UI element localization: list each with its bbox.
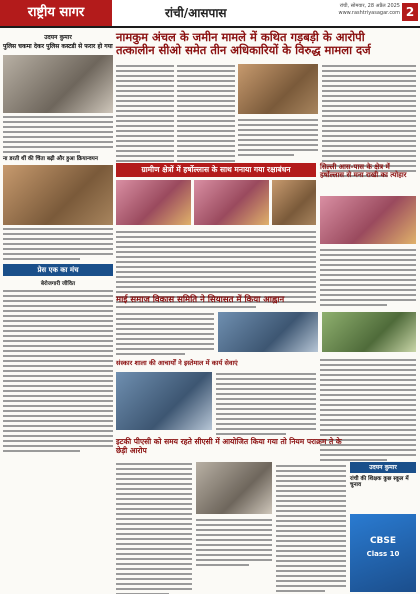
text-line — [322, 85, 416, 87]
text-line — [3, 360, 113, 362]
text-line — [276, 580, 346, 582]
text-line — [116, 578, 192, 580]
text-line — [216, 403, 316, 405]
text-line — [116, 463, 192, 465]
text-line — [177, 90, 235, 92]
text-line — [116, 65, 174, 67]
text-line — [116, 241, 316, 243]
section-title: रांची/आसपास — [165, 6, 227, 20]
text-line — [116, 291, 316, 293]
text-line — [216, 373, 316, 375]
lower-kicker: उदयन कुमार — [350, 462, 416, 473]
lead-text-col3 — [238, 116, 318, 159]
text-line — [216, 398, 316, 400]
text-line — [276, 505, 346, 507]
text-line — [116, 75, 174, 77]
text-line — [3, 445, 113, 447]
left-text-block1 — [3, 116, 113, 153]
text-line — [320, 414, 416, 416]
cbse-line2: Class 10 — [366, 550, 400, 558]
text-line — [116, 286, 316, 288]
page-number: 2 — [402, 3, 418, 21]
text-line — [116, 150, 174, 152]
text-line — [3, 305, 113, 307]
text-line — [177, 125, 235, 127]
text-line — [116, 518, 192, 520]
society-photo — [218, 312, 318, 352]
text-line — [3, 300, 113, 302]
text-line — [3, 340, 113, 342]
text-line — [177, 80, 235, 82]
text-line — [116, 313, 214, 315]
text-line — [276, 500, 346, 502]
text-line — [238, 149, 318, 151]
left-photo2 — [3, 165, 113, 225]
text-line — [276, 485, 346, 487]
text-line — [322, 115, 416, 117]
text-line — [322, 125, 416, 127]
text-line — [320, 394, 416, 396]
text-line — [177, 100, 235, 102]
lead-photo — [238, 64, 318, 114]
text-line — [116, 231, 316, 233]
text-line — [216, 433, 286, 435]
text-line — [116, 160, 174, 162]
text-line — [116, 306, 256, 308]
text-line — [177, 130, 235, 132]
text-line — [116, 483, 192, 485]
text-line — [3, 405, 113, 407]
text-line — [116, 528, 192, 530]
text-line — [3, 126, 113, 128]
text-line — [116, 478, 192, 480]
masthead — [0, 0, 420, 28]
text-line — [116, 120, 174, 122]
left-kicker: उदयन कुमार — [44, 34, 72, 41]
text-line — [276, 510, 346, 512]
text-line — [116, 548, 192, 550]
text-line — [216, 383, 316, 385]
text-line — [116, 488, 192, 490]
text-line — [116, 553, 192, 555]
text-line — [177, 145, 235, 147]
text-line — [177, 120, 235, 122]
text-line — [320, 279, 416, 281]
text-line — [276, 535, 346, 537]
bottom-right-note: रांची की शिक्षक कुछ स्कूल में चुनाव — [350, 476, 409, 489]
text-line — [116, 533, 192, 535]
lead-headline-line1: नामकुम अंचल के जमीन मामले में कथित गड़बड़ी के आरोपी — [116, 30, 365, 44]
text-line — [3, 380, 113, 382]
society-headline: माई समाज विकास समिति ने सियासत में किया आह्वान — [116, 295, 285, 305]
text-line — [322, 65, 416, 67]
text-line — [276, 570, 346, 572]
text-line — [3, 290, 113, 292]
text-line — [216, 378, 316, 380]
text-line — [177, 115, 235, 117]
text-line — [3, 440, 113, 442]
text-line — [116, 281, 316, 283]
text-line — [322, 155, 416, 157]
text-line — [116, 343, 214, 345]
text-line — [276, 550, 346, 552]
sanskar-text — [216, 370, 316, 438]
text-line — [116, 271, 316, 273]
cbse-line1: CBSE — [369, 536, 397, 546]
text-line — [116, 100, 174, 102]
text-line — [116, 90, 174, 92]
text-line — [276, 475, 346, 477]
text-line — [116, 338, 214, 340]
paper-name: राष्ट्रीय सागर — [0, 0, 112, 26]
text-line — [196, 534, 272, 536]
left-story2-title: ना डरती थीं की चिंता बढ़ी और हुआ क्रियान्वयन — [3, 155, 98, 162]
site-link[interactable]: www.rashtriyasagar.com — [338, 10, 400, 16]
festival-photo3 — [272, 180, 316, 225]
text-line — [320, 459, 387, 461]
text-line — [116, 353, 185, 355]
text-line — [3, 430, 113, 432]
text-line — [177, 135, 235, 137]
text-line — [322, 135, 416, 137]
text-line — [116, 328, 214, 330]
text-line — [3, 325, 113, 327]
text-line — [3, 365, 113, 367]
text-line — [320, 274, 416, 276]
text-line — [196, 549, 272, 551]
text-line — [177, 140, 235, 142]
text-line — [320, 284, 416, 286]
text-line — [3, 243, 113, 245]
text-line — [320, 399, 416, 401]
text-line — [3, 395, 113, 397]
text-line — [3, 390, 113, 392]
date-line — [339, 3, 401, 17]
text-line — [3, 121, 113, 123]
text-line — [322, 80, 416, 82]
text-line — [116, 155, 174, 157]
text-line — [320, 369, 416, 371]
text-line — [3, 248, 113, 250]
text-line — [196, 564, 249, 566]
text-line — [320, 389, 416, 391]
text-line — [116, 266, 316, 268]
text-line — [116, 523, 192, 525]
text-line — [322, 145, 416, 147]
text-line — [322, 110, 416, 112]
text-line — [196, 554, 272, 556]
text-line — [276, 515, 346, 517]
text-line — [216, 393, 316, 395]
text-line — [320, 259, 416, 261]
text-line — [276, 490, 346, 492]
text-line — [3, 258, 80, 260]
text-line — [3, 350, 113, 352]
left-story1-title: पुलिस चकमा देकर पुलिस कस्टडी से फरार हो गया — [3, 43, 113, 50]
text-line — [116, 543, 192, 545]
text-line — [238, 124, 318, 126]
text-line — [116, 498, 192, 500]
lead-headline — [116, 31, 416, 57]
text-line — [238, 144, 318, 146]
text-line — [3, 320, 113, 322]
text-line — [3, 151, 80, 153]
text-line — [116, 583, 192, 585]
text-line — [3, 450, 80, 452]
sanskar-photo — [116, 372, 212, 430]
text-line — [116, 333, 214, 335]
police-photo — [196, 462, 272, 514]
text-line — [238, 129, 318, 131]
text-line — [322, 105, 416, 107]
text-line — [3, 355, 113, 357]
festival-photo1 — [116, 180, 191, 225]
text-line — [116, 538, 192, 540]
text-line — [116, 348, 214, 350]
text-line — [238, 139, 318, 141]
text-line — [320, 289, 416, 291]
text-line — [116, 236, 316, 238]
nearby-photo — [320, 196, 416, 244]
text-line — [177, 150, 235, 152]
text-line — [216, 408, 316, 410]
text-line — [3, 141, 113, 143]
text-line — [116, 125, 174, 127]
left-text-block3 — [3, 290, 113, 452]
text-line — [276, 575, 346, 577]
text-line — [320, 374, 416, 376]
text-line — [216, 388, 316, 390]
text-line — [276, 480, 346, 482]
left-band-sub: बेरोजगारी जीवित — [40, 281, 76, 288]
text-line — [276, 465, 346, 467]
text-line — [116, 145, 174, 147]
text-line — [276, 470, 346, 472]
text-line — [196, 519, 272, 521]
text-line — [196, 559, 272, 561]
text-line — [322, 140, 416, 142]
text-line — [216, 413, 316, 415]
text-line — [320, 404, 416, 406]
text-line — [238, 154, 294, 156]
text-line — [276, 590, 325, 592]
text-line — [177, 110, 235, 112]
text-line — [196, 524, 272, 526]
text-line — [3, 425, 113, 427]
text-line — [322, 100, 416, 102]
text-line — [320, 429, 416, 431]
festival-photo2 — [194, 180, 269, 225]
text-line — [320, 254, 416, 256]
text-line — [116, 503, 192, 505]
text-line — [216, 423, 316, 425]
text-line — [276, 545, 346, 547]
text-line — [196, 539, 272, 541]
text-line — [177, 105, 235, 107]
text-line — [116, 95, 174, 97]
text-line — [3, 345, 113, 347]
text-line — [116, 318, 214, 320]
text-line — [116, 261, 316, 263]
text-line — [116, 85, 174, 87]
text-line — [276, 530, 346, 532]
text-line — [3, 385, 113, 387]
text-line — [116, 130, 174, 132]
cbse-advertisement — [350, 514, 416, 592]
text-line — [320, 419, 416, 421]
text-line — [116, 508, 192, 510]
text-line — [116, 256, 316, 258]
text-line — [177, 70, 235, 72]
text-line — [276, 525, 346, 527]
text-line — [177, 160, 235, 162]
text-line — [3, 435, 113, 437]
text-line — [3, 116, 113, 118]
text-line — [3, 136, 113, 138]
text-line — [116, 251, 316, 253]
text-line — [116, 115, 174, 117]
sanskar-headline: संस्कार शाला की आचार्यों ने इस्तेमाल में कार्य सेवाएं — [116, 359, 238, 367]
date-text: रांची, सोमवार, 28 अप्रैल 2025 — [339, 3, 400, 9]
text-line — [116, 493, 192, 495]
text-line — [3, 330, 113, 332]
text-line — [116, 563, 192, 565]
text-line — [3, 420, 113, 422]
text-line — [116, 276, 316, 278]
text-line — [276, 555, 346, 557]
text-line — [276, 540, 346, 542]
text-line — [196, 544, 272, 546]
text-line — [320, 364, 416, 366]
text-line — [322, 70, 416, 72]
lead-headline-line2: तत्कालीन सीओ समेत तीन अधिकारियों के विरुद्ध मामला दर्ज — [116, 43, 371, 58]
text-line — [276, 495, 346, 497]
text-line — [116, 573, 192, 575]
text-line — [116, 473, 192, 475]
text-line — [116, 558, 192, 560]
text-line — [238, 119, 318, 121]
text-line — [3, 233, 113, 235]
text-line — [276, 585, 346, 587]
nearby-headline: सिल्ली आस-पास के क्षेत्र में हर्षोल्लास से मना राखी का त्योहार — [320, 162, 407, 180]
text-line — [322, 150, 416, 152]
left-text-block2 — [3, 228, 113, 260]
text-line — [196, 529, 272, 531]
text-line — [177, 85, 235, 87]
text-line — [320, 249, 416, 251]
text-line — [216, 428, 316, 430]
rural-festival-headline: ग्रामीण क्षेत्रों में हर्षोल्लास के साथ मनाया गया रक्षाबंधन — [116, 163, 316, 177]
text-line — [3, 415, 113, 417]
text-line — [276, 520, 346, 522]
text-line — [116, 135, 174, 137]
text-line — [320, 359, 416, 361]
text-line — [322, 75, 416, 77]
police-text1 — [116, 460, 192, 594]
text-line — [116, 468, 192, 470]
text-line — [3, 310, 113, 312]
text-line — [238, 134, 318, 136]
text-line — [320, 379, 416, 381]
text-line — [320, 269, 416, 271]
text-line — [116, 105, 174, 107]
text-line — [320, 409, 416, 411]
left-column — [3, 30, 113, 455]
text-line — [177, 75, 235, 77]
text-line — [177, 95, 235, 97]
text-line — [116, 70, 174, 72]
text-line — [322, 90, 416, 92]
text-line — [216, 418, 316, 420]
text-line — [320, 434, 416, 436]
text-line — [116, 110, 174, 112]
text-line — [320, 384, 416, 386]
text-line — [322, 95, 416, 97]
text-line — [116, 588, 192, 590]
text-line — [116, 323, 214, 325]
text-line — [3, 315, 113, 317]
text-line — [116, 80, 174, 82]
text-line — [3, 295, 113, 297]
police-text2 — [196, 516, 272, 569]
text-line — [320, 424, 416, 426]
text-line — [3, 375, 113, 377]
text-line — [116, 140, 174, 142]
text-line — [3, 253, 113, 255]
text-line — [177, 65, 235, 67]
text-line — [3, 146, 113, 148]
left-photo1 — [3, 55, 113, 113]
text-line — [116, 513, 192, 515]
text-line — [3, 400, 113, 402]
text-line — [3, 228, 113, 230]
text-line — [322, 120, 416, 122]
text-line — [3, 238, 113, 240]
text-line — [3, 370, 113, 372]
police-headline: इटकी पीएसी को समय रहते सीएसी में आयोजित किया गया तो नियम पराक्रम ते के छेड़ी आरोप — [116, 437, 342, 455]
text-line — [276, 560, 346, 562]
text-line — [177, 155, 235, 157]
text-line — [116, 568, 192, 570]
police-text3 — [276, 462, 346, 594]
text-line — [116, 246, 316, 248]
text-line — [320, 264, 416, 266]
left-band: प्रेस एक का मंच — [3, 264, 113, 276]
society-photo2 — [322, 312, 416, 352]
text-line — [276, 565, 346, 567]
text-line — [322, 130, 416, 132]
text-line — [3, 131, 113, 133]
society-text — [116, 310, 214, 358]
text-line — [3, 335, 113, 337]
text-line — [3, 410, 113, 412]
